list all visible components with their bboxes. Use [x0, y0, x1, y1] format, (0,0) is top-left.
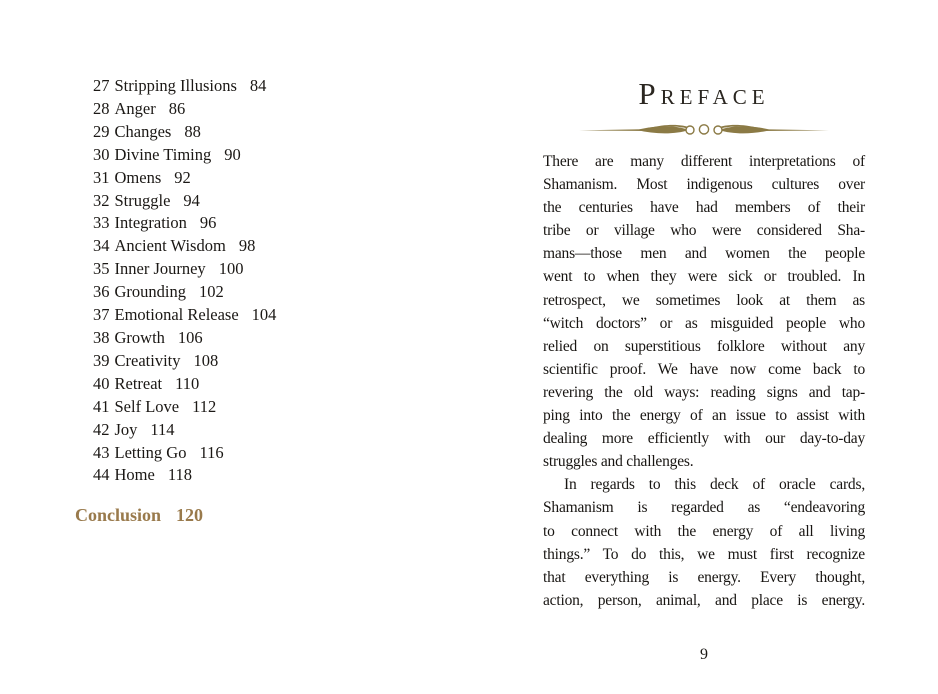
toc-entry-title: Emotional Release: [114, 305, 239, 325]
toc-entry-title: Creativity: [114, 350, 181, 370]
toc-entry-number: 44: [93, 465, 110, 485]
toc-entry: [93, 350, 276, 373]
toc-entry-title: Changes: [114, 121, 172, 141]
toc-entry: [93, 98, 276, 121]
toc-entry-number: 30: [93, 144, 110, 164]
toc-entry: [93, 304, 276, 327]
toc-entry-page: 112: [192, 396, 217, 416]
toc-entry-number: 41: [93, 396, 110, 416]
preface-line: that everything is energy. Every thought,: [543, 568, 865, 586]
toc-entry-title: Letting Go: [114, 442, 187, 462]
toc-entry: [93, 235, 276, 258]
toc-entry-page: 102: [199, 282, 224, 302]
preface-line: mans—those men and women the people: [543, 245, 865, 263]
toc-entry-page: 114: [150, 419, 175, 439]
toc-entry-title: Anger: [114, 98, 156, 118]
page-number: 9: [700, 646, 708, 663]
toc-entry-title: Struggle: [114, 190, 171, 210]
toc-entry-number: 33: [93, 213, 110, 233]
toc-entry: [93, 442, 276, 465]
toc-entry-number: 39: [93, 350, 110, 370]
toc-entry-number: 37: [93, 305, 110, 325]
ornament-divider: [543, 121, 865, 139]
toc-entry-number: 40: [93, 373, 110, 393]
toc-entry: [93, 258, 276, 281]
toc-entry-number: 34: [93, 236, 110, 256]
toc-conclusion: [75, 505, 203, 526]
toc-entry-page: 110: [175, 373, 200, 393]
toc-entry: [93, 327, 276, 350]
toc-entry: [93, 396, 276, 419]
toc-entry: [93, 419, 276, 442]
toc-entry-title: Joy: [114, 419, 138, 439]
preface-line: There are many different interpretations of: [543, 153, 865, 170]
preface-line: Shamanism. Most indigenous cultures over: [543, 176, 865, 194]
toc-entry: [93, 167, 276, 190]
toc-entry-number: 29: [93, 121, 110, 141]
page-title: [543, 76, 865, 112]
toc-entry: [93, 144, 276, 167]
toc-entry-page: 94: [183, 190, 200, 210]
preface-text: [543, 150, 865, 612]
toc-entry-number: 38: [93, 327, 110, 347]
preface-line: action, person, animal, and place is energy.: [543, 591, 865, 609]
toc-entry-title: Retreat: [114, 373, 163, 393]
preface-line: retrospect, we sometimes look at them as: [543, 291, 865, 309]
preface-line: tribe or village who were considered Sha-: [543, 222, 865, 240]
preface-line: relied on superstitious folklore without any: [543, 337, 865, 355]
toc-entry: [93, 190, 276, 213]
toc-entry-number: 43: [93, 442, 110, 462]
toc-entry-title: Stripping Illusions: [114, 76, 237, 95]
preface-line: things.” To do this, we must first recognize: [543, 545, 865, 563]
preface-line: revering the old ways: reading signs and tap-: [543, 383, 865, 401]
table-of-contents: [93, 75, 276, 487]
preface-line: the centuries have had members of their: [543, 199, 865, 217]
toc-entry-number: 35: [93, 259, 110, 279]
conclusion-page-number: 120: [176, 505, 204, 525]
toc-entry-title: Home: [114, 465, 155, 485]
toc-entry: [93, 75, 276, 98]
toc-entry: [93, 281, 276, 304]
preface-line: scientific proof. We have now come back to: [543, 360, 865, 378]
toc-entry-page: 86: [168, 98, 186, 118]
toc-entry-number: 36: [93, 282, 110, 302]
toc-entry-page: 116: [199, 442, 224, 462]
toc-entry: [93, 121, 276, 144]
toc-entry: [93, 373, 276, 396]
toc-entry-page: 92: [174, 167, 191, 187]
preface-line: to connect with the energy of all living: [543, 522, 865, 540]
toc-entry-title: Inner Journey: [114, 259, 206, 279]
toc-entry-number: 31: [93, 167, 110, 187]
preface-line: struggles and challenges.: [543, 453, 694, 471]
toc-entry: [93, 464, 276, 487]
toc-entry-page: 108: [193, 350, 219, 370]
toc-entry-page: 84: [249, 76, 267, 95]
toc-entry-number: 42: [93, 419, 110, 439]
toc-entry-number: 27: [93, 76, 110, 95]
conclusion-label: Conclusion: [75, 505, 162, 525]
toc-entry-title: Integration: [114, 213, 187, 233]
toc-entry-page: 100: [218, 259, 244, 279]
toc-entry-page: 88: [184, 121, 201, 141]
title-initial-cap: P: [638, 76, 661, 111]
preface-line: In regards to this deck of oracle cards,: [564, 476, 865, 494]
toc-entry-number: 32: [93, 190, 110, 210]
preface-line: went to when they were sick or troubled. In: [543, 268, 865, 286]
toc-entry-number: 28: [93, 98, 110, 118]
title-rest: REFACE: [660, 85, 770, 109]
preface-line: dealing more efficiently with our day-to-day: [543, 430, 865, 448]
toc-entry-title: Divine Timing: [114, 144, 212, 164]
toc-entry-title: Omens: [114, 167, 162, 187]
toc-entry-title: Growth: [114, 327, 165, 347]
toc-entry-page: 118: [167, 465, 192, 485]
toc-entry-page: 106: [177, 327, 203, 347]
preface-line: “witch doctors” or as misguided people who: [543, 314, 865, 332]
scroll-flourish-icon: [579, 121, 829, 139]
toc-entry: [93, 212, 276, 235]
toc-entry-page: 96: [199, 213, 217, 233]
preface-line: Shamanism is regarded as “endeavoring: [543, 499, 865, 517]
preface-line: ping into the energy of an issue to assist with: [543, 407, 865, 425]
toc-entry-title: Grounding: [114, 282, 186, 302]
toc-entry-title: Ancient Wisdom: [114, 236, 226, 256]
toc-entry-page: 90: [224, 144, 241, 164]
toc-entry-page: 104: [251, 305, 277, 325]
toc-entry-page: 98: [238, 236, 256, 256]
toc-entry-title: Self Love: [114, 396, 180, 416]
